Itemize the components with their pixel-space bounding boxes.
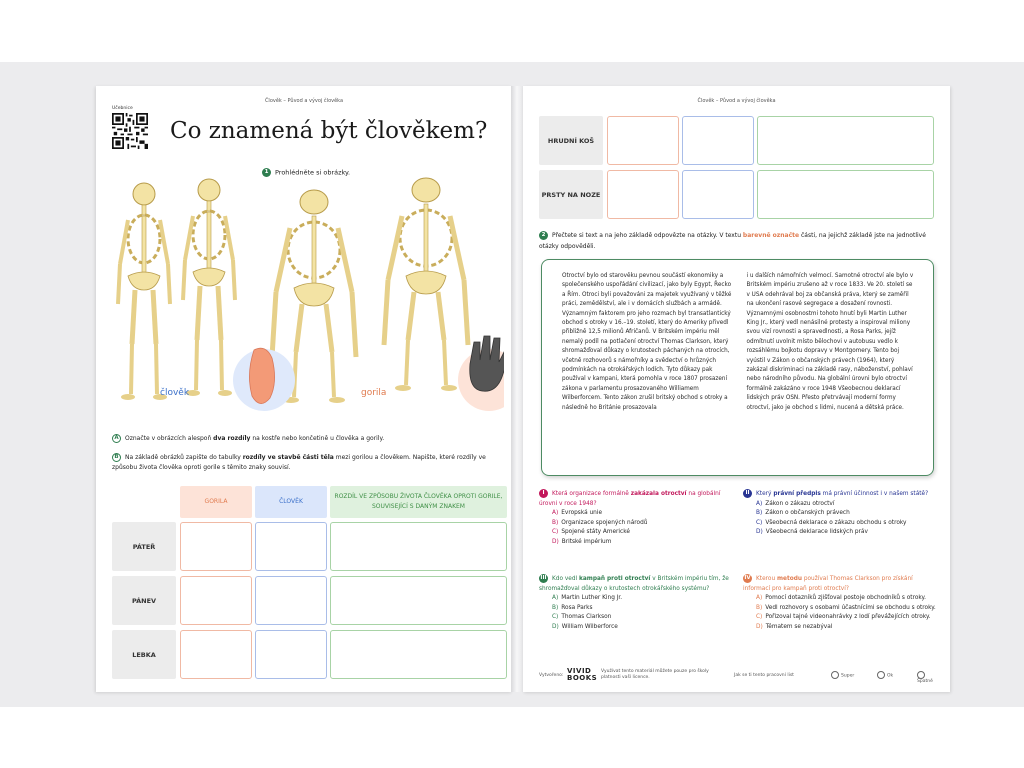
row-header-toes: PRSTY NA NOZE — [539, 170, 603, 219]
option-text: William Wilberforce — [561, 623, 618, 630]
answer-cell-ribcage-human[interactable] — [682, 116, 754, 165]
question-1-option-d[interactable] — [552, 538, 735, 548]
row-header-ribcage: HRUDNÍ KOŠ — [539, 116, 603, 165]
question-3-option-c[interactable] — [552, 613, 735, 623]
running-head-right: Člověk – Původ a vývoj člověka — [697, 98, 776, 104]
answer-cell-ribcage-difference[interactable] — [757, 116, 934, 165]
question-3-text-start: Kdo vedl — [552, 576, 580, 582]
answer-cell-toes-difference[interactable] — [757, 170, 934, 219]
rating-super[interactable] — [831, 671, 854, 679]
page-title: Co znamená být člověkem? — [170, 118, 488, 144]
answer-cell-spine-difference[interactable] — [330, 522, 507, 571]
question-1-option-b[interactable] — [552, 519, 735, 529]
human-skeleton-front — [183, 179, 235, 396]
row-header-spine: PÁTEŘ — [112, 522, 176, 571]
option-text: Evropská unie — [561, 510, 603, 516]
answer-cell-skull-difference[interactable] — [330, 630, 507, 679]
task-b-letter: B — [112, 453, 121, 462]
option-letter: D) — [552, 623, 559, 630]
task-2-text: Přečtete si text a na jeho základě odpovězte na otázky. V textu — [552, 232, 743, 239]
gorilla-skeleton-front — [384, 178, 468, 391]
option-letter: A) — [756, 500, 763, 507]
rating-super-label: Super — [841, 673, 855, 679]
answer-cell-pelvis-gorilla[interactable] — [180, 576, 252, 625]
footer-license: Využívat tento materiál můžete pouze pro školy platnosti vaší licence. — [601, 669, 709, 680]
question-1-text-start: Která organizace formálně — [552, 491, 631, 497]
logo-line-1: VIVID — [567, 667, 592, 675]
label-human: člověk — [160, 388, 190, 398]
option-letter: B) — [756, 510, 763, 516]
option-letter: C) — [552, 529, 559, 535]
question-3-number: III — [540, 575, 547, 581]
question-4-number: IV — [744, 575, 751, 581]
task-1-text: Prohlédněte si obrázky. — [275, 168, 351, 177]
option-text: Britské impérium — [561, 538, 612, 545]
question-4-text-end: používal Thomas Clarkson pro získání informací pro kampaň proti otroctví? — [743, 576, 913, 592]
option-text: Rosa Parks — [561, 604, 593, 611]
question-2-option-b[interactable] — [756, 509, 939, 519]
option-text: Zákon o občanských právech — [765, 510, 850, 516]
answer-cell-toes-human[interactable] — [682, 170, 754, 219]
task-b-text-end: mezi gorilou a člověkem. Napište, které rozdíly ve způsobu života člověka oproti gorile s těmito znaky souvisí. — [112, 454, 486, 471]
option-letter: B) — [552, 604, 559, 611]
answer-cell-ribcage-gorilla[interactable] — [607, 116, 679, 165]
question-2-bold: právní předpis — [773, 491, 821, 497]
option-text: Martin Luther King Jr. — [561, 595, 623, 601]
question-1-option-c[interactable] — [552, 528, 735, 538]
task-2-instruction — [539, 230, 934, 252]
task-a-letter: A — [112, 434, 121, 443]
footer-made-by: Vytvořeno: — [539, 673, 564, 678]
label-gorilla: gorila — [361, 388, 387, 398]
option-text: Thomas Clarkson — [561, 614, 612, 620]
option-text: Pořizoval tajné videonahrávky z lodí převážejících otroky. — [765, 614, 931, 620]
question-4-option-c[interactable] — [756, 613, 939, 623]
qr-code-icon[interactable] — [112, 113, 148, 149]
column-header-human: ČLOVĚK — [255, 486, 327, 518]
option-letter: B) — [552, 519, 559, 526]
option-letter: C) — [552, 614, 559, 620]
question-1-bold: zakázala otroctví — [630, 491, 687, 497]
question-3-text — [539, 574, 735, 594]
question-1 — [539, 489, 735, 547]
answer-cell-pelvis-human[interactable] — [255, 576, 327, 625]
logo-line-2: BOOKS — [567, 674, 598, 682]
option-letter: B) — [756, 604, 763, 611]
task-b-text: Na základě obrázků zapište do tabulky — [125, 454, 243, 461]
question-3-bold: kampaň proti otroctví — [579, 576, 651, 582]
option-letter: C) — [756, 614, 763, 620]
option-letter: A) — [552, 595, 559, 601]
task-a-bold: dva rozdíly — [213, 435, 251, 442]
vivid-books-logo — [567, 668, 597, 682]
question-2-number: II — [743, 489, 752, 498]
left-page — [96, 86, 512, 692]
question-3 — [539, 574, 735, 632]
reading-text-column-2: i u dalších námořních velmocí. Samotné otroctví ale bylo v Britském impériu zrušeno až v roce 1833. Ve 20. století se v USA odehrával boj za občanská práva, který se zaměřil na ukončení rasové segregace a dosažení rovnosti. Významnými osobnostmi tohoto hnutí byli Martin Luther King Jr., který vedl nenásilné protesty a inspiroval miliony svou vizí rovnosti a spravedlnosti, a Rosa Parks, jejíž odmítnutí uvolnit místo bělochovi v autobusu vedlo k rozsáhlému bojkotu dopravy v Montgomery. Tento boj vyústil v Zákon o občanských právech (1964), který zakázal diskriminaci na základě rasy, náboženství, pohlaví nebo národního původu. Na globální úrovni bylo otroctví formálně zakázáno v roce 1948 Všeobecnou deklarací lidských práv OSN. Přesto přetrvávají moderní formy otroctví, jako je obchod s lidmi, nucená a dětská práce. — [746, 273, 914, 411]
rating-ok-label: Ok — [887, 673, 894, 679]
question-3-option-d[interactable] — [552, 623, 735, 633]
column-header-gorilla: GORILA — [180, 486, 252, 518]
task-a-text: Označte v obrázcích alespoň — [125, 435, 214, 442]
running-head-left: Člověk – Původ a vývoj člověka — [264, 98, 344, 104]
reading-text-column-1: Otroctví bylo od starověku pevnou součástí ekonomiky a společenského uspořádání civilizací, jako byly Egypt, Řecko a Řím. Otroci byli považováni za majetek využívaný v těžké práci, zemědělství, ale i v domácích službách a armádě. Významným faktorem pro jeho rozmach byl transatlantický obchod s otroky v 16.–19. století, který do Ameriky přivedl přibližně 12,5 milionů Afričanů. V Britském impériu měl nemalý podíl na potlačení otroctví Thomas Clarkson, který shromažďoval důkazy o krutostech páchaných na otrocích, včetně rozhovorů s námořníky a svědectví o hrůzných podmínkách na otrokářských lodích. Tyto důkazy pak používal v kampani, která pomohla v roce 1807 prosazení zákona v parlamentu prosazovaného Williamem Wilberforcem. Tento zákon zrušil britský obchod s otroky a následně ho Británie prosazovala — [562, 273, 732, 411]
question-2-option-d[interactable] — [756, 528, 939, 538]
task-2-number: 2 — [539, 231, 548, 240]
option-text: Všeobecná deklarace lidských práv — [765, 529, 868, 535]
human-skeleton-side — [118, 183, 170, 400]
question-1-number: I — [539, 489, 548, 498]
gorilla-hand-icon — [470, 336, 504, 391]
smile-happy-icon — [831, 671, 839, 679]
task-2-highlight: barevně označte — [742, 232, 800, 239]
smile-neutral-icon — [877, 671, 885, 679]
human-foot-icon — [249, 348, 274, 403]
page-footer — [539, 666, 939, 686]
task-b — [112, 453, 502, 473]
option-text: Organizace spojených národů — [561, 519, 648, 526]
task-a-text-end: na kostře nebo končetině u člověka a gorily. — [250, 435, 385, 442]
rating-bad[interactable] — [917, 671, 939, 684]
question-4-text — [743, 574, 939, 594]
question-4-option-d[interactable] — [756, 623, 939, 633]
question-3-text-end: v Britském impériu tím, že shromažďoval důkazy o krutostech otrokářského systému? — [539, 576, 729, 592]
question-1-text-end: na globální úrovni v roce 1948? — [539, 491, 721, 507]
answer-cell-skull-human[interactable] — [255, 630, 327, 679]
footer-rating-prompt: Jak se ti tento pracovní list — [734, 673, 794, 678]
question-2-option-a[interactable] — [756, 500, 939, 510]
question-2 — [743, 489, 939, 538]
option-text: Vedl rozhovory s osobami účastnícími se obchodu s otroky. — [765, 604, 936, 611]
task-2-text-end: části, na jejichž základě jste na jednotlivé otázky odpověděli. — [539, 232, 926, 250]
option-letter: C) — [756, 519, 763, 526]
question-4-option-a[interactable] — [756, 594, 939, 604]
question-4-text-start: Kterou — [756, 576, 777, 582]
question-1-text — [539, 489, 735, 509]
answer-cell-spine-human[interactable] — [255, 522, 327, 571]
column-header-difference: ROZDÍL VE ZPŮSOBU ŽIVOTA ČLOVĚKA OPROTI GORILE, SOUVISEJÍCÍ S DANÝM ZNAKEM — [330, 486, 507, 518]
option-letter: D) — [552, 538, 559, 545]
answer-cell-pelvis-difference[interactable] — [330, 576, 507, 625]
qr-label: Učebnice — [112, 106, 133, 111]
question-3-option-a[interactable] — [552, 594, 735, 604]
task-b-bold: rozdíly ve stavbě části těla — [242, 454, 334, 461]
option-text: Tématem se nezabýval — [765, 623, 833, 630]
question-4-option-b[interactable] — [756, 604, 939, 614]
question-1-option-a[interactable] — [552, 509, 735, 519]
question-2-text-start: Který — [756, 491, 774, 497]
answer-cell-toes-gorilla[interactable] — [607, 170, 679, 219]
option-letter: A) — [756, 595, 763, 601]
rating-ok[interactable] — [877, 671, 893, 679]
row-header-skull: LEBKA — [112, 630, 176, 679]
question-4 — [743, 574, 939, 632]
option-text: Všeobecná deklarace o zákazu obchodu s otroky — [765, 519, 907, 526]
smile-sad-icon — [917, 671, 925, 679]
option-text: Pomocí dotazníků zjišťoval postoje obchodníků s otroky. — [765, 595, 926, 601]
option-text: Spojené státy Americké — [561, 529, 630, 535]
row-header-pelvis: PÁNEV — [112, 576, 176, 625]
task-a — [112, 434, 502, 443]
reading-text-box — [541, 259, 934, 476]
right-page — [523, 86, 950, 692]
answer-cell-spine-gorilla[interactable] — [180, 522, 252, 571]
option-letter: A) — [552, 510, 559, 516]
option-letter: D) — [756, 623, 763, 630]
task-number: 1 — [262, 168, 271, 177]
question-3-option-b[interactable] — [552, 604, 735, 614]
option-letter: D) — [756, 529, 763, 535]
question-2-option-c[interactable] — [756, 519, 939, 529]
question-4-bold: metodu — [776, 576, 802, 582]
answer-cell-skull-gorilla[interactable] — [180, 630, 252, 679]
question-2-text — [743, 489, 939, 500]
option-text: Zákon o zákazu otroctví — [765, 500, 835, 507]
rating-bad-label: Špatně — [917, 679, 933, 684]
skeleton-illustration — [104, 172, 504, 412]
question-2-text-end: má právní účinnost i v našem státě? — [820, 491, 929, 497]
